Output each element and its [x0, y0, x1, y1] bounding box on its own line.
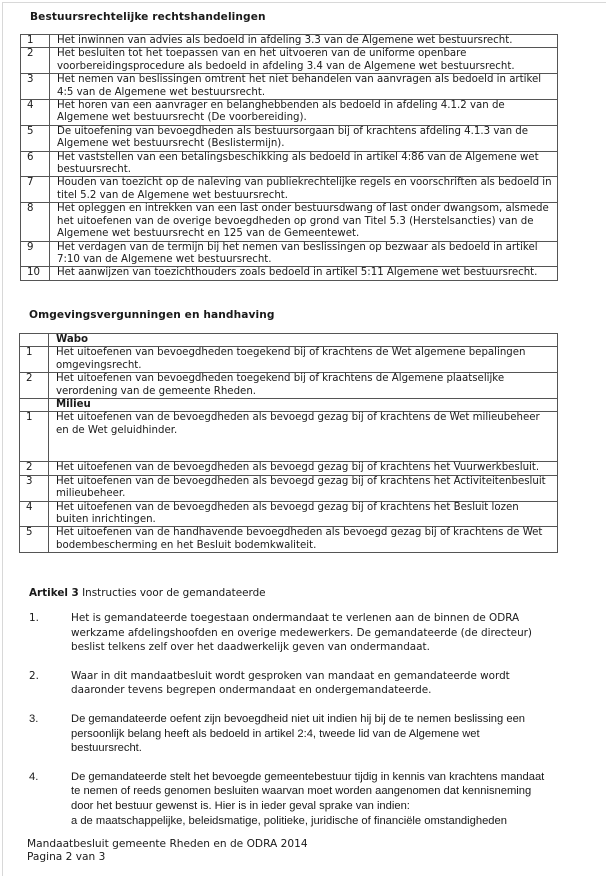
table-row — [21, 241, 558, 267]
row-text: Het uitoefenen van de bevoegdheden als bevoegd gezag bij of krachtens het Activiteitenbesluit milieubeheer. — [49, 475, 558, 501]
artikel-3-heading — [29, 587, 266, 599]
row-number: 3 — [21, 74, 50, 100]
table-row — [21, 48, 558, 74]
row-number: 1 — [20, 412, 49, 462]
table-row — [21, 74, 558, 100]
table-row — [20, 527, 558, 553]
footer-page-number: Pagina 2 van 3 — [27, 851, 106, 863]
row-text: Het uitoefenen van bevoegdheden toegekend bij of krachtens de Algemene plaatselijke verordening van de gemeente Rheden. — [49, 373, 558, 399]
document-page — [2, 2, 606, 876]
section-heading-bestuursrechtelijk: Bestuursrechtelijke rechtshandelingen — [30, 11, 266, 23]
row-text: Het opleggen en intrekken van een last onder bestuursdwang of last onder dwangsom, alsmede het uitoefenen van de overige bevoegdheden op grond van Titel 5.3 (Herstelsancties) van de Algemene wet bestuursrecht en 125 van de Gemeentewet. — [50, 203, 558, 241]
row-text: Houden van toezicht op de naleving van publiekrechtelijke regels en voorschriften als bedoeld in titel 5.2 van de Algemene wet bestuursrecht. — [50, 177, 558, 203]
artikel-title: Instructies voor de gemandateerde — [78, 587, 266, 599]
row-number: 1 — [20, 347, 49, 373]
row-text: Het aanwijzen van toezichthouders zoals bedoeld in artikel 5:11 Algemene wet bestuursrecht. — [50, 267, 558, 280]
group-title-wabo: Wabo — [49, 334, 558, 347]
row-text: Het inwinnen van advies als bedoeld in afdeling 3.3 van de Algemene wet bestuursrecht. — [50, 35, 558, 48]
row-number: 8 — [21, 203, 50, 241]
row-text: Het vaststellen van een betalingsbeschikking als bedoeld in artikel 4:86 van de Algemene wet bestuursrecht. — [50, 151, 558, 177]
row-text: Het horen van een aanvrager en belanghebbenden als bedoeld in afdeling 4.1.2 van de Algemene wet bestuursrecht (De voorbereiding). — [50, 100, 558, 126]
item-number: 4. — [29, 770, 39, 783]
table-row — [21, 100, 558, 126]
row-text: Het uitoefenen van de bevoegdheden als bevoegd gezag bij of krachtens het Besluit lozen buiten inrichtingen. — [49, 501, 558, 527]
row-number: 10 — [21, 267, 50, 280]
item-text: Het is gemandateerde toegestaan ondermandaat te verlenen aan de binnen de ODRA werkzame afdelingshoofden en overige medewerkers. De gemandateerde (de directeur) beslist telkens zelf over het daadwerkelijk geven van ondermandaat. — [71, 612, 532, 654]
table-row — [21, 151, 558, 177]
table-row — [20, 462, 558, 475]
row-number: 5 — [20, 527, 49, 553]
table-row — [21, 267, 558, 280]
row-text: Het besluiten tot het toepassen van en het uitvoeren van de uniforme openbare voorbereidingsprocedure als bedoeld in afdeling 3.4 van de Algemene wet bestuursrecht. — [50, 48, 558, 74]
item-text: De gemandateerde stelt het bevoegde gemeentebestuur tijdig in kennis van krachtens mandaat te nemen of reeds genomen besluiten waarvan moet worden aangenomen dat kennisneming door het bestuur gewenst is. Hier is in ieder geval sprake van indien: — [71, 770, 545, 812]
row-number: 2 — [20, 462, 49, 475]
table-row — [21, 203, 558, 241]
table-row — [20, 373, 558, 399]
section-heading-omgevingsvergunningen: Omgevingsvergunningen en handhaving — [29, 309, 275, 321]
list-item — [29, 770, 549, 828]
table-row — [20, 347, 558, 373]
table-row — [21, 125, 558, 151]
row-number: 1 — [21, 35, 50, 48]
table-row — [21, 35, 558, 48]
table-row — [20, 475, 558, 501]
table-row — [20, 501, 558, 527]
row-text: Het nemen van beslissingen omtrent het niet behandelen van aanvragen als bedoeld in artikel 4:5 van de Algemene wet bestuursrecht. — [50, 74, 558, 100]
table-omgevingsvergunningen-en-handhaving — [19, 333, 558, 553]
item-number: 1. — [29, 612, 39, 624]
list-item — [29, 611, 549, 655]
row-number: 9 — [21, 241, 50, 267]
row-number: 4 — [21, 100, 50, 126]
list-item — [29, 669, 549, 698]
footer-document-title: Mandaatbesluit gemeente Rheden en de ODRA 2014 — [27, 838, 308, 850]
page-footer — [27, 838, 308, 864]
artikel-label: Artikel 3 — [29, 587, 79, 599]
row-number: 2 — [21, 48, 50, 74]
row-text: Het uitoefenen van de handhavende bevoegdheden als bevoegd gezag bij of krachtens de Wet bodembescherming en het Besluit bodemkwaliteit. — [49, 527, 558, 553]
row-text: Het uitoefenen van de bevoegdheden als bevoegd gezag bij of krachtens het Vuurwerkbesluit. — [49, 462, 558, 475]
row-number: 6 — [21, 151, 50, 177]
row-number: 3 — [20, 475, 49, 501]
item-number: 2. — [29, 669, 39, 682]
item-text: Waar in dit mandaatbesluit wordt gesproken van mandaat en gemandateerde wordt daaronder tevens begrepen ondermandaat en ondergemandateerde. — [71, 669, 510, 697]
row-text: Het uitoefenen van de bevoegdheden als bevoegd gezag bij of krachtens de Wet milieubeheer en de Wet geluidhinder. — [49, 412, 558, 462]
list-item — [29, 712, 549, 756]
item-subclause: a de maatschappelijke, beleidsmatige, politieke, juridische of financiële omstandigheden — [71, 814, 507, 827]
row-number: 2 — [20, 373, 49, 399]
item-number: 3. — [29, 712, 39, 725]
artikel-3-list — [29, 611, 549, 842]
row-text: Het uitoefenen van bevoegdheden toegekend bij of krachtens de Wet algemene bepalingen omgevingsrecht. — [49, 347, 558, 373]
group-header-row — [20, 334, 558, 347]
table-bestuursrechtelijke-rechtshandelingen — [20, 34, 558, 281]
row-number: 4 — [20, 501, 49, 527]
group-title-milieu: Milieu — [49, 399, 558, 412]
row-text: De uitoefening van bevoegdheden als bestuursorgaan bij of krachtens afdeling 4.1.3 van de Algemene wet bestuursrecht (Beslistermijn). — [50, 125, 558, 151]
row-text: Het verdagen van de termijn bij het nemen van beslissingen op bezwaar als bedoeld in artikel 7:10 van de Algemene wet bestuursrecht. — [50, 241, 558, 267]
row-number: 7 — [21, 177, 50, 203]
item-text: De gemandateerde oefent zijn bevoegdheid niet uit indien hij bij de te nemen beslissing een persoonlijk belang heeft als bedoeld in artikel 2:4, tweede lid van de Algemene wet bestuursrecht. — [71, 712, 526, 755]
table-row — [21, 177, 558, 203]
table-row — [20, 412, 558, 462]
row-number: 5 — [21, 125, 50, 151]
group-header-row — [20, 399, 558, 412]
